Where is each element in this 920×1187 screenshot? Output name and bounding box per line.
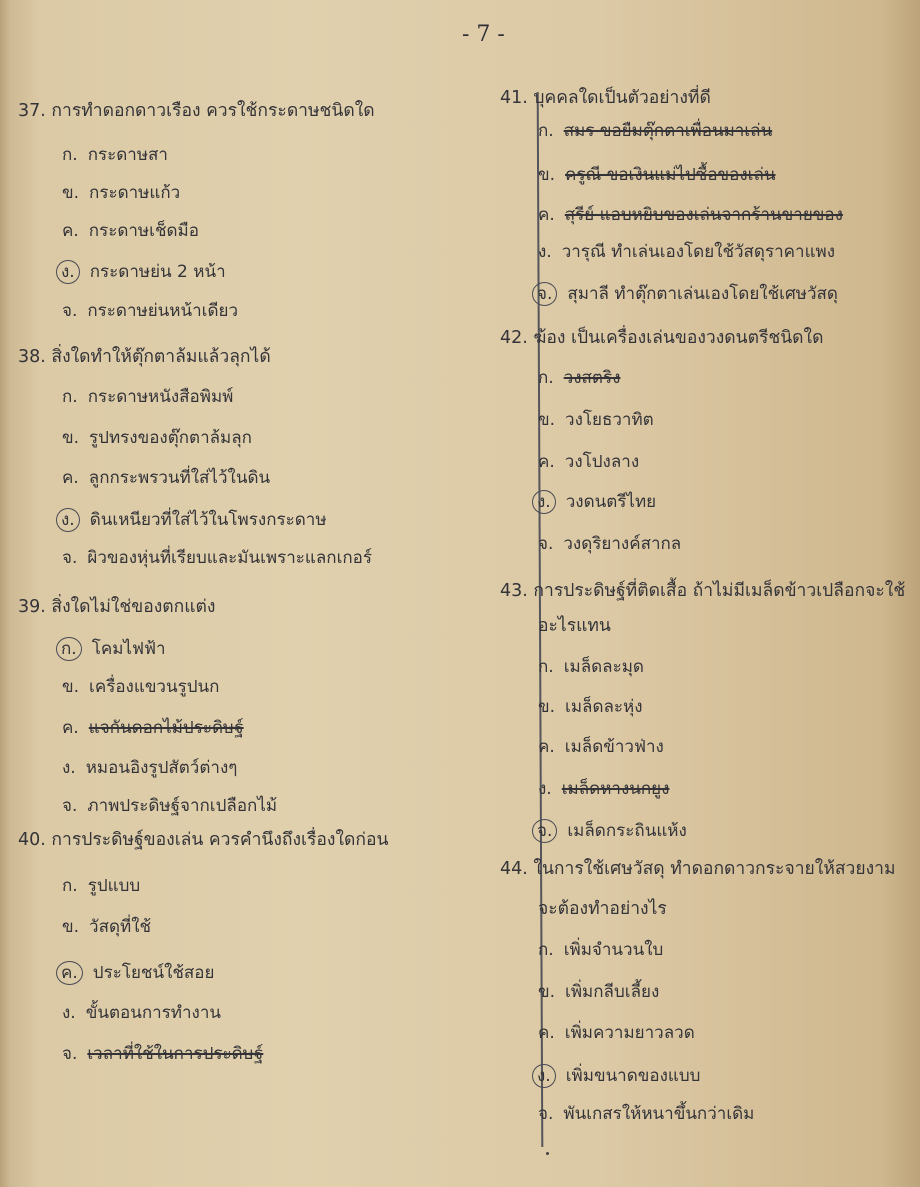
choice-text: ผิวของหุ่นที่เรียบและมันเพราะแลกเกอร์	[87, 548, 373, 568]
choice-text: รูปทรงของตุ๊กตาล้มลุก	[89, 428, 252, 448]
struck-choice-text: แจกันดอกไม้ประดิษฐ์	[88, 718, 244, 738]
choice-text: โคมไฟฟ้า	[91, 639, 166, 659]
answer-choice[interactable]	[538, 736, 664, 758]
choice-text: กระดาษสา	[87, 145, 168, 165]
choice-marker: ก.	[538, 368, 554, 388]
choice-marker: ก.	[538, 657, 554, 677]
answer-choice[interactable]	[62, 961, 214, 985]
choice-marker: ค.	[62, 718, 79, 738]
question-text	[500, 858, 896, 880]
choice-marker: จ.	[538, 534, 554, 554]
answer-choice[interactable]	[538, 367, 620, 389]
choice-marker: ก.	[538, 121, 554, 141]
choice-text: กระดาษย่น 2 หน้า	[89, 262, 226, 282]
choice-marker: ก.	[538, 940, 554, 960]
circled-choice-marker: จ.	[532, 282, 557, 306]
answer-choice[interactable]	[62, 220, 199, 242]
choice-text: วงดุริยางค์สากล	[563, 534, 682, 554]
answer-choice[interactable]	[62, 795, 277, 817]
choice-marker: ค.	[538, 205, 555, 225]
choice-text: วัสดุที่ใช้	[89, 917, 152, 937]
choice-text: สุมาลี ทำตุ๊กตาเล่นเองโดยใช้เศษวัสดุ	[567, 284, 838, 304]
page-number: - 7 -	[462, 22, 505, 47]
answer-choice[interactable]	[538, 241, 835, 263]
answer-choice[interactable]	[62, 547, 372, 569]
choice-marker: จ.	[62, 301, 78, 321]
choice-marker: จ.	[62, 796, 78, 816]
circled-choice-marker: ง.	[532, 490, 556, 514]
question-text	[18, 346, 271, 368]
choice-marker: ง.	[538, 242, 552, 262]
answer-choice[interactable]	[538, 451, 639, 473]
choice-marker: จ.	[62, 548, 78, 568]
choice-text: วารุณี ทำเล่นเองโดยใช้วัสดุราคาแพง	[561, 242, 836, 262]
choice-text: เพิ่มขนาดของแบบ	[565, 1066, 701, 1086]
answer-choice[interactable]	[62, 1002, 221, 1024]
answer-choice[interactable]	[62, 300, 238, 322]
question-label: 43. การประดิษฐ์ที่ติดเสื้อ ถ้าไม่มีเมล็ดข้าวเปลือกจะใช้	[500, 581, 906, 601]
choice-text: ประโยชน์ใช้สอย	[92, 963, 215, 983]
answer-choice[interactable]	[62, 144, 168, 166]
answer-choice[interactable]	[538, 1103, 754, 1125]
answer-choice[interactable]	[538, 120, 772, 142]
choice-text: หมอนอิงรูปสัตว์ต่างๆ	[85, 758, 238, 778]
choice-text: วงดนตรีไทย	[565, 492, 657, 512]
question-label: 38. สิ่งใดทำให้ตุ๊กตาล้มแล้วลุกได้	[18, 347, 271, 367]
question-text-continued	[538, 898, 667, 920]
answer-choice[interactable]	[538, 981, 659, 1003]
question-label: 37. การทำดอกดาวเรือง ควรใช้กระดาษชนิดใด	[18, 101, 375, 121]
answer-choice[interactable]	[538, 490, 656, 514]
answer-choice[interactable]	[62, 427, 252, 449]
choice-text: กระดาษเช็ดมือ	[88, 221, 199, 241]
choice-marker: ข.	[62, 677, 80, 697]
answer-choice[interactable]	[62, 637, 166, 661]
choice-text: ดินเหนียวที่ใส่ไว้ในโพรงกระดาษ	[89, 510, 327, 530]
question-text	[18, 596, 215, 618]
question-text	[500, 580, 905, 602]
choice-text: เมล็ดละมุด	[563, 657, 644, 677]
answer-choice[interactable]	[62, 467, 270, 489]
choice-text: ลูกกระพรวนที่ใส่ไว้ในดิน	[88, 468, 271, 488]
question-text-continued	[538, 615, 611, 637]
circled-choice-marker: ง.	[532, 1064, 556, 1088]
answer-choice[interactable]	[62, 757, 237, 779]
question-text	[18, 829, 388, 851]
choice-marker: จ.	[62, 1044, 78, 1064]
answer-choice[interactable]	[538, 409, 654, 431]
choice-text: เพิ่มความยาวลวด	[564, 1023, 695, 1043]
choice-marker: ข.	[538, 697, 556, 717]
answer-choice[interactable]	[538, 656, 644, 678]
question-text	[18, 100, 375, 122]
question-label: 41. บุคคลใดเป็นตัวอย่างที่ดี	[500, 88, 711, 108]
choice-marker: ข.	[538, 165, 556, 185]
answer-choice[interactable]	[62, 386, 233, 408]
choice-marker: ข.	[62, 917, 80, 937]
answer-choice[interactable]	[62, 508, 327, 532]
choice-text: เครื่องแขวนรูปนก	[89, 677, 220, 697]
choice-marker: จ.	[538, 1104, 554, 1124]
choice-text: ขั้นตอนการทำงาน	[85, 1003, 222, 1023]
choice-text: เมล็ดละหุ่ง	[565, 697, 643, 717]
choice-marker: ง.	[62, 758, 76, 778]
circled-choice-marker: ง.	[56, 260, 80, 284]
answer-choice[interactable]	[538, 1064, 700, 1088]
choice-marker: ข.	[62, 428, 80, 448]
struck-choice-text: สุรีย์ แอบหยิบของเล่นจากร้านขายของ	[564, 205, 843, 225]
answer-choice[interactable]	[538, 282, 838, 306]
choice-text: เมล็ดข้าวฟ่าง	[564, 737, 664, 757]
answer-choice[interactable]	[538, 696, 643, 718]
answer-choice[interactable]	[62, 875, 140, 897]
choice-text: ภาพประดิษฐ์จากเปลือกไม้	[87, 796, 278, 816]
choice-marker: ง.	[62, 1003, 76, 1023]
choice-marker: ข.	[538, 982, 556, 1002]
choice-marker: ก.	[62, 387, 78, 407]
choice-text: เมล็ดกระถินแห้ง	[567, 821, 687, 841]
choice-text: วงโยธวาทิต	[565, 410, 654, 430]
choice-marker: ง.	[538, 779, 552, 799]
question-label: 42. ฆ้อง เป็นเครื่องเล่นของวงดนตรีชนิดใด	[500, 328, 824, 348]
answer-choice[interactable]	[538, 204, 843, 226]
choice-text: กระดาษย่นหน้าเดียว	[87, 301, 239, 321]
question-label: 40. การประดิษฐ์ของเล่น ควรคำนึงถึงเรื่องใดก่อน	[18, 830, 389, 850]
answer-choice[interactable]	[538, 164, 776, 186]
answer-choice[interactable]	[538, 533, 681, 555]
choice-marker: ค.	[538, 1023, 555, 1043]
circled-choice-marker: ค.	[56, 961, 83, 985]
question-label-continued: จะต้องทำอย่างไร	[538, 899, 667, 919]
question-label-continued: อะไรแทน	[538, 616, 611, 636]
struck-choice-text: วงสตริง	[563, 368, 621, 388]
question-label: 39. สิ่งใดไม่ใช่ของตกแต่ง	[18, 597, 216, 617]
choice-marker: ก.	[62, 145, 78, 165]
choice-text: เพิ่มจำนวนใบ	[563, 940, 664, 960]
answer-choice[interactable]	[62, 916, 151, 938]
question-text	[500, 87, 711, 109]
choice-marker: ค.	[62, 468, 79, 488]
answer-choice[interactable]	[538, 819, 687, 843]
circled-choice-marker: จ.	[532, 819, 557, 843]
choice-marker: ค.	[538, 737, 555, 757]
choice-marker: ก.	[62, 876, 78, 896]
answer-choice[interactable]	[62, 260, 226, 284]
choice-marker: ค.	[538, 452, 555, 472]
struck-choice-text: ครูณี ขอเงินแม่ไปซื้อของเล่น	[565, 165, 776, 185]
struck-choice-text: สมร ขอยืมตุ๊กตาเพื่อนมาเล่น	[563, 121, 773, 141]
choice-text: เพิ่มกลีบเลี้ยง	[565, 982, 660, 1002]
question-label: 44. ในการใช้เศษวัสดุ ทำดอกดาวกระจายให้สวยงาม	[500, 859, 896, 879]
answer-choice[interactable]	[538, 1022, 695, 1044]
struck-choice-text: เวลาที่ใช้ในการประดิษฐ์	[87, 1044, 264, 1064]
choice-marker: ข.	[538, 410, 556, 430]
question-text	[500, 327, 823, 349]
struck-choice-text: เมล็ดหางนกยูง	[561, 779, 670, 799]
ink-dot	[546, 1152, 549, 1155]
circled-choice-marker: ก.	[56, 637, 82, 661]
answer-choice[interactable]	[538, 939, 663, 961]
choice-text: รูปแบบ	[87, 876, 141, 896]
choice-text: พันเกสรให้หนาขึ้นกว่าเดิม	[563, 1104, 755, 1124]
answer-choice[interactable]	[62, 182, 180, 204]
choice-text: กระดาษหนังสือพิมพ์	[87, 387, 234, 407]
answer-choice[interactable]	[538, 778, 669, 800]
choice-marker: ค.	[62, 221, 79, 241]
answer-choice[interactable]	[62, 717, 244, 739]
answer-choice[interactable]	[62, 1043, 263, 1065]
choice-marker: ข.	[62, 183, 80, 203]
choice-text: วงโปงลาง	[564, 452, 640, 472]
choice-text: กระดาษแก้ว	[89, 183, 181, 203]
answer-choice[interactable]	[62, 676, 219, 698]
circled-choice-marker: ง.	[56, 508, 80, 532]
